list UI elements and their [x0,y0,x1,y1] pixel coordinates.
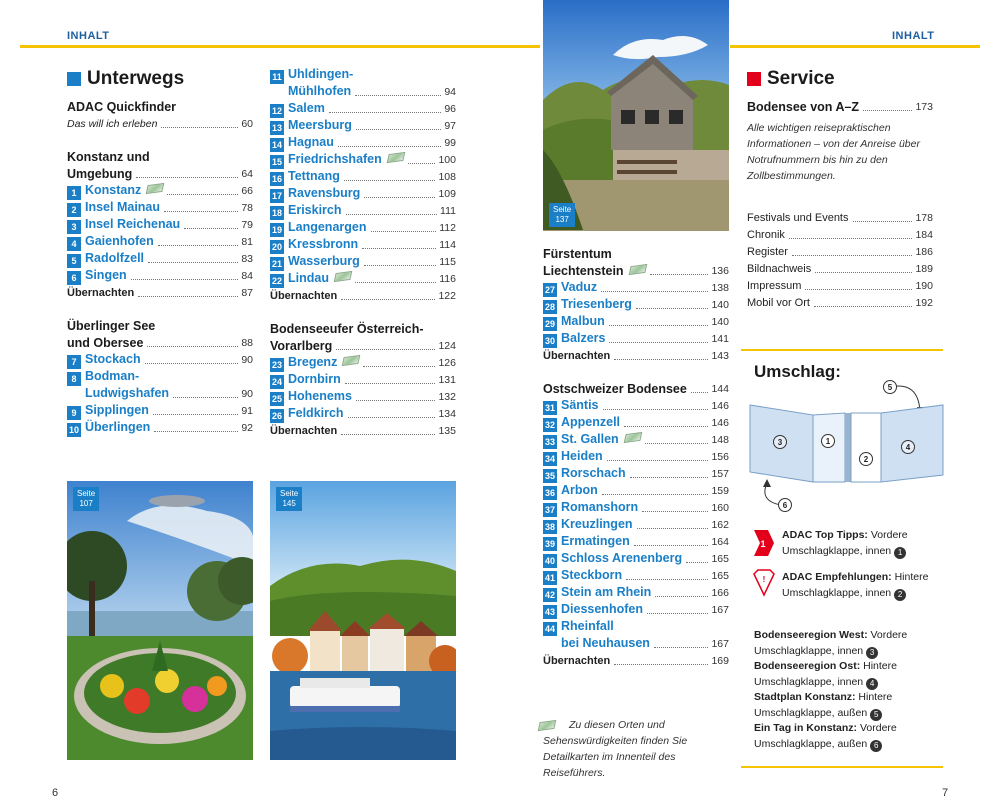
place-name-link[interactable]: Ermatingen [561,534,630,548]
toc-row-place[interactable] [270,203,456,220]
region-heading-austria: Bodenseeufer Österreich- [270,322,424,336]
place-number-badge: 15 [271,157,282,167]
place-number-badge: 6 [67,271,81,285]
place-number-badge: 2 [67,203,81,217]
place-name-link[interactable]: Langenargen [288,220,367,234]
toc-row-place[interactable] [270,237,456,254]
toc-row-place[interactable] [543,415,729,432]
place-name-link[interactable]: Balzers [561,331,606,345]
photo-mountain-hut [543,0,729,231]
toc-row-place[interactable] [67,234,253,251]
place-number-badge: 43 [544,607,555,617]
toc-row-place[interactable] [543,466,729,483]
toc-row-service[interactable]: Register 186 [747,246,933,258]
place-name-link[interactable]: Säntis [561,398,599,412]
page-number: 131 [438,374,456,386]
place-name-link[interactable]: Kressbronn [288,237,359,251]
place-number-badge: 24 [271,377,282,387]
toc-row-place[interactable] [543,517,729,534]
svg-text:1: 1 [760,539,766,549]
cover-ref-badge: 1 [894,547,906,559]
toc-row-place[interactable] [543,432,729,449]
page-number-right: 7 [942,787,949,799]
photo-stein-am-rhein [270,481,456,760]
cover-title: Umschlag: [754,362,841,381]
place-name-link[interactable]: Diessenhofen [561,602,643,616]
toc-row-place[interactable] [543,331,729,348]
page-number: 81 [241,236,253,248]
toc-row-service[interactable]: Impressum 190 [747,280,933,292]
place-number-badge: 5 [67,254,81,268]
place-number-badge: 26 [271,411,282,421]
cover-fold-diagram [745,375,945,515]
toc-column-3 [543,246,729,670]
toc-row-place[interactable] [270,169,456,186]
toc-row-place[interactable] [543,449,729,466]
place-number-badge: 41 [544,573,555,583]
place-name-link[interactable]: Kreuzlingen [561,517,633,531]
toc-row-place[interactable] [543,534,729,551]
cover-marker-5: 5 [887,383,893,392]
toc-row-place[interactable] [270,271,456,288]
toc-row-place[interactable]: 11 Uhldingen- [270,67,456,84]
header-left-label: INHALT [67,30,110,42]
page-number: 157 [711,468,729,480]
map-icon [628,264,647,275]
place-number-badge: 39 [544,539,555,549]
place-name-link[interactable]: Hohenems [288,389,352,403]
toc-row-place[interactable] [270,186,456,203]
place-number-badge: 25 [271,394,282,404]
place-number-badge: 28 [544,302,555,312]
place-name-link[interactable]: Feldkirch [288,406,344,420]
place-number-badge: 40 [544,556,555,566]
toc-row-place[interactable] [543,585,729,602]
page-number: 140 [711,316,729,328]
legend-top-tipps: ADAC Top Tipps: Vordere Umschlagklappe, innen 1 [782,529,908,557]
page-number: 148 [711,434,729,446]
page-number: 132 [438,391,456,403]
page-number: 79 [241,219,253,231]
page-number: 109 [438,188,456,200]
page-number: 146 [711,417,729,429]
page-number: 99 [444,137,456,149]
place-number-badge: 4 [67,237,81,251]
place-name-link[interactable]: Appenzell [561,415,621,429]
place-number-badge: 18 [271,208,282,218]
red-square-icon [747,72,761,86]
map-icon [334,271,353,282]
place-name-link[interactable]: Hagnau [288,135,334,149]
page-number: 97 [444,120,456,132]
place-name-link[interactable]: Konstanz [85,183,142,197]
page-number: 138 [711,282,729,294]
place-name-link[interactable]: Tettnang [288,169,340,183]
legend-empfehlungen: ADAC Empfehlungen: Hintere Umschlagklappe, innen 2 [782,571,929,599]
place-name-link[interactable]: Malbun [561,314,605,328]
page-number: 111 [440,205,456,217]
toc-row-place-cont[interactable]: bei Neuhausen 167 [561,636,729,650]
page-number: 114 [439,239,456,251]
toc-row-place[interactable] [270,406,456,423]
toc-row-place[interactable]: 9 Sipplingen 91 [67,403,253,420]
toc-row-place[interactable]: 8 Bodman- [67,369,253,386]
page-number: 134 [438,408,456,420]
toc-row-place[interactable]: 44 Rheinfall [544,619,614,634]
place-number-badge: 32 [544,420,555,430]
toc-row-service[interactable]: Mobil vor Ort 192 [747,297,933,309]
toc-row-place[interactable] [270,355,456,372]
toc-row-service[interactable]: Chronik 184 [747,229,933,241]
region-heading-liechtenstein: Fürstentum [543,247,612,261]
place-name-link[interactable]: Radolfzell [85,251,145,265]
toc-row-liechtenstein[interactable]: Liechtenstein 136 [543,264,729,278]
place-number-badge: 20 [271,242,282,252]
page-number: 159 [711,485,729,497]
toc-row-place[interactable] [543,398,729,415]
toc-row-place[interactable] [543,551,729,568]
page-reference-badge: Seite 107 [73,487,99,511]
town-photo-illustration [270,481,456,760]
region-heading-konstanz: Konstanz und [67,150,150,164]
place-name-link[interactable]: Heiden [561,449,603,463]
page-number: 166 [711,587,729,599]
divider-bottom [741,766,943,768]
place-number-badge: 31 [544,403,555,413]
legend-maps: Bodenseeregion West: Vordere Umschlagklappe, innen 3 Bodenseeregion Ost: Hintere Umschlagklappe, innen 4 Stadtplan Konstanz: Hintere Umschlagklappe, außen 5 Ein Tag in Konstanz: Vordere Umschlagklappe, außen 6 [754,629,908,750]
page-number: 165 [711,553,729,565]
toc-row-place[interactable] [543,280,729,297]
page-number: 83 [241,253,253,265]
page-number: 112 [439,222,456,234]
place-name-link[interactable]: Vaduz [561,280,598,294]
toc-row-place[interactable] [67,217,253,234]
cover-ref-badge: 2 [894,589,906,601]
place-name-link[interactable]: Steckborn [561,568,623,582]
section-title-service: Service [747,67,933,91]
map-icon [538,720,557,731]
page-number: 100 [438,154,456,166]
toc-row-place[interactable] [270,152,456,169]
page-number: 167 [711,604,729,616]
toc-row-quickfinder[interactable]: Das will ich erleben 60 [67,118,253,130]
place-number-badge: 16 [271,174,282,184]
page-number: 126 [438,357,456,369]
cover-marker-2: 2 [863,455,869,464]
page-number: 108 [438,171,456,183]
toc-row-ostschweiz[interactable]: Ostschweizer Bodensee 144 [543,382,729,396]
place-number-badge: 30 [544,336,555,346]
place-name-link[interactable]: Schloss Arenenberg [561,551,683,565]
place-number-badge: 1 [67,186,81,200]
toc-row-place[interactable] [270,220,456,237]
page-reference-badge: Seite 145 [276,487,302,511]
page-number: 115 [439,256,456,268]
place-number-badge: 13 [271,123,282,133]
page-number-left: 6 [52,787,59,799]
cover-marker-6: 6 [782,501,788,510]
place-name-link[interactable]: Wasserburg [288,254,360,268]
toc-row-place[interactable] [67,268,253,285]
toc-column-4 [747,67,933,312]
place-name-link[interactable]: Lindau [288,271,329,285]
header-right-label: INHALT [892,30,935,42]
place-name-link[interactable]: Arbon [561,483,598,497]
place-name-link[interactable]: Romanshorn [561,500,639,514]
hut-photo-illustration [543,0,729,231]
place-name-link[interactable]: St. Gallen [561,432,619,446]
cover-marker-3: 3 [777,438,783,447]
page-number: 141 [711,333,729,345]
place-name-link[interactable]: Ravensburg [288,186,361,200]
place-number-badge: 42 [544,590,555,600]
place-name-link[interactable]: Friedrichshafen [288,152,382,166]
page-number: 116 [439,273,456,285]
toc-row-place[interactable]: 10 Überlingen 92 [68,420,253,435]
toc-row-place[interactable] [543,483,729,500]
map-icon [146,183,165,194]
map-icon [623,432,642,443]
place-name-link[interactable]: Gaienhofen [85,234,154,248]
place-name-link[interactable]: Rorschach [561,466,626,480]
header-rule-left [20,45,540,48]
toc-row-overnight[interactable]: Übernachten 143 [543,350,729,362]
toc-row-place[interactable] [270,254,456,271]
region-heading-ueberlingen: Überlinger See [67,319,156,333]
place-number-badge: 29 [544,319,555,329]
place-name-link[interactable]: Insel Mainau [85,200,161,214]
toc-column-2 [270,67,456,440]
map-note [543,717,713,781]
toc-row-place[interactable] [67,183,253,200]
page-number: 140 [711,299,729,311]
svg-text:!: ! [762,575,766,584]
place-number-badge: 17 [271,191,282,201]
place-name-link[interactable]: Triesenberg [561,297,632,311]
divider-top [741,349,943,351]
place-name-link[interactable]: Eriskirch [288,203,342,217]
blue-square-icon [67,72,81,86]
section-title-unterwegs: Unterwegs [67,67,253,91]
place-name-link[interactable]: Insel Reichenau [85,217,181,231]
toc-row-place[interactable] [270,118,456,135]
page-number: 66 [241,185,253,197]
empfehlung-icon [752,568,776,598]
toc-row-ueberlingen-obersee[interactable]: und Obersee 88 [67,336,253,350]
toc-row-service[interactable]: Festivals und Events 178 [747,212,933,224]
toc-row-vorarlberg[interactable]: Vorarlberg 124 [270,339,456,353]
toc-row-place[interactable] [543,314,729,331]
toc-row-service[interactable]: Bildnachweis 189 [747,263,933,275]
place-number-badge: 36 [544,488,555,498]
place-number-badge: 33 [544,437,555,447]
toc-row-overnight[interactable]: Übernachten 122 [270,290,456,302]
place-number-badge: 37 [544,505,555,515]
place-number-badge: 3 [67,220,81,234]
page-reference-badge: Seite 137 [549,203,575,227]
quickfinder-heading: ADAC Quickfinder [67,100,177,114]
map-note-text: Zu diesen Orten und Sehenswürdigkeiten finden Sie Detailkarten im Innenteil des Reiseführers. [543,719,688,779]
toc-row-place[interactable] [270,101,456,118]
map-icon [342,355,361,366]
place-number-badge: 19 [271,225,282,235]
cover-marker-4: 4 [905,443,911,452]
top-tipp-icon [752,528,776,558]
toc-row-place[interactable] [67,251,253,268]
page-number: 160 [711,502,729,514]
place-name-link[interactable]: Dornbirn [288,372,341,386]
toc-row-place[interactable] [270,135,456,152]
toc-row-konstanz-umgebung[interactable]: Umgebung 64 [67,167,253,181]
header-rule-right [730,45,980,48]
page-number: 156 [711,451,729,463]
toc-row-place[interactable] [67,200,253,217]
place-name-link[interactable]: Stein am Rhein [561,585,652,599]
map-icon [386,152,405,163]
page-number: 165 [711,570,729,582]
place-name-link[interactable]: Salem [288,101,325,115]
place-number-badge: 38 [544,522,555,532]
toc-row-a-z[interactable]: Bodensee von A–Z 173 [747,100,933,114]
page-number: 164 [711,536,729,548]
page-number: 146 [711,400,729,412]
toc-row-place[interactable] [543,568,729,585]
toc-row-place[interactable] [543,500,729,517]
place-number-badge: 21 [271,259,282,269]
garden-photo-illustration [67,481,253,760]
toc-row-overnight[interactable]: Übernachten 87 [67,287,253,299]
place-number-badge: 27 [544,285,555,295]
toc-row-place-cont[interactable]: Ludwigshafen 90 [85,386,253,400]
toc-row-place[interactable] [543,602,729,619]
photo-mainau-garden [67,481,253,760]
place-name-link[interactable]: Bregenz [288,355,338,369]
page-number: 78 [241,202,253,214]
a-z-description: Alle wichtigen reisepraktischen Informationen – von der Anreise über Notrufnummern bis hin zu den Zollbestimmungen. [747,122,920,182]
place-number-badge: 22 [271,276,282,286]
toc-row-place-cont[interactable]: Mühlhofen 94 [288,84,456,98]
place-number-badge: 34 [544,454,555,464]
page-number: 96 [444,103,456,115]
place-name-link[interactable]: Singen [85,268,127,282]
toc-row-overnight[interactable]: Übernachten 169 [543,655,729,667]
place-number-badge: 14 [271,140,282,150]
toc-row-place[interactable] [543,297,729,314]
toc-column-1 [67,67,253,437]
place-name-link[interactable]: Meersburg [288,118,352,132]
page-number: 84 [241,270,253,282]
page-number: 162 [711,519,729,531]
place-number-badge: 23 [271,360,282,370]
cover-marker-1: 1 [825,437,831,446]
toc-row-place[interactable] [270,372,456,389]
place-number-badge: 35 [544,471,555,481]
toc-row-place[interactable]: 7 Stockach 90 [67,352,253,369]
place-number-badge: 12 [271,106,282,116]
toc-row-overnight[interactable]: Übernachten 135 [270,425,456,437]
toc-row-place[interactable] [270,389,456,406]
